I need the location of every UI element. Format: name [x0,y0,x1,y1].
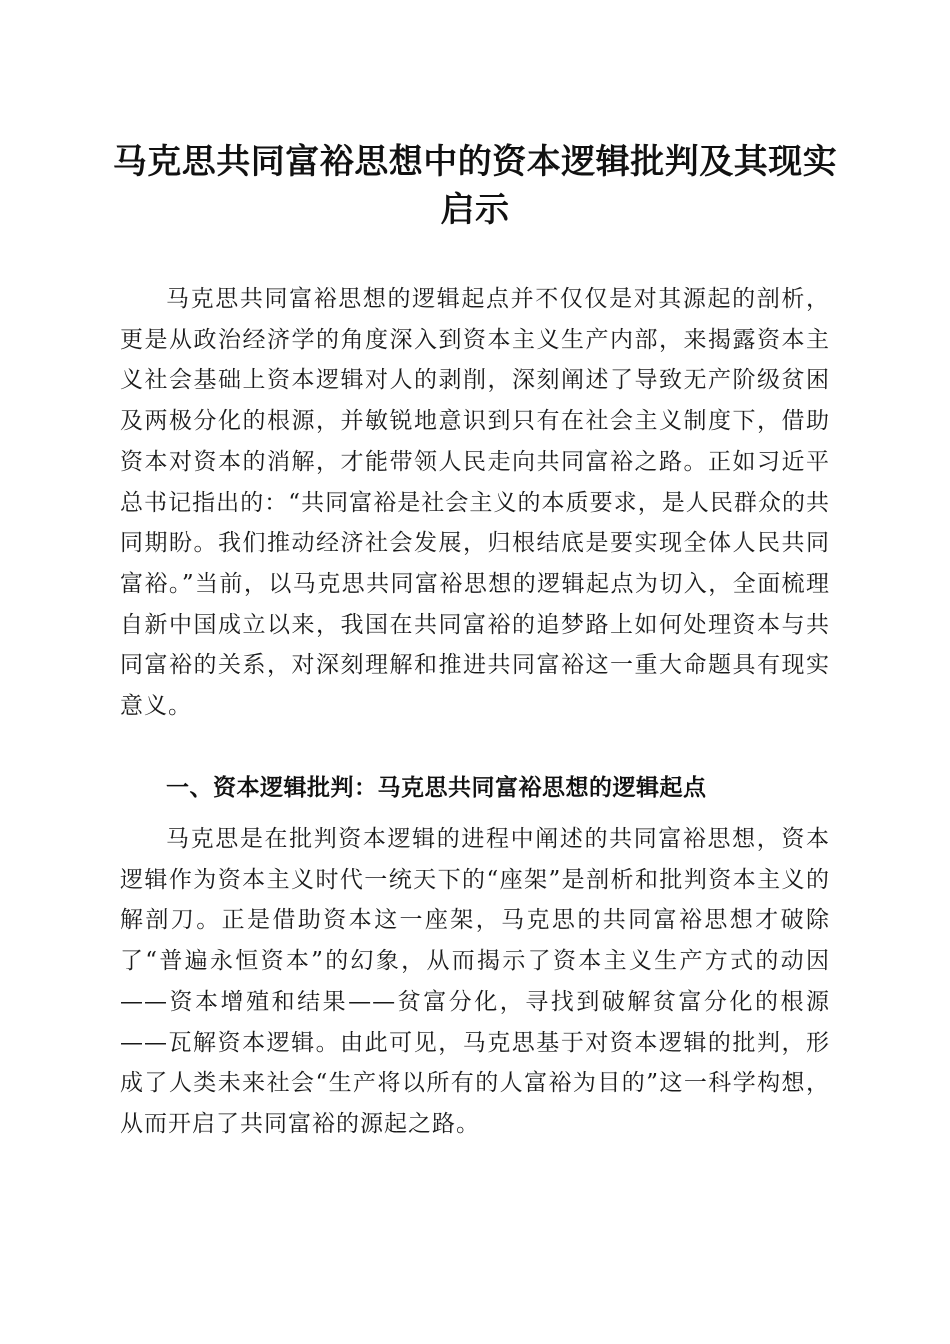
section-paragraph: 马克思是在批判资本逻辑的进程中阐述的共同富裕思想，资本逻辑作为资本主义时代一统天下的“座架”是剖析和批判资本主义的解剖刀。正是借助资本这一座架，马克思的共同富裕思想才破除了“普遍永恒资本”的幻象，从而揭示了资本主义生产方式的动因——资本增殖和结果——贫富分化，寻找到破解贫富分化的根源——瓦解资本逻辑。由此可见，马克思基于对资本逻辑的批判，形成了人类未来社会“生产将以所有的人富裕为目的”这一科学构想，从而开启了共同富裕的源起之路。 [120,826,830,1137]
section-heading: 一、资本逻辑批判：马克思共同富裕思想的逻辑起点 [166,775,707,801]
intro-paragraph: 马克思共同富裕思想的逻辑起点并不仅仅是对其源起的剖析，更是从政治经济学的角度深入到资本主义生产内部，来揭露资本主义社会基础上资本逻辑对人的剥削，深刻阐述了导致无产阶级贫困及两极分化的根源，并敏锐地意识到只有在社会主义制度下，借助资本对资本的消解，才能带领人民走向共同富裕之路。正如习近平总书记指出的：“共同富裕是社会主义的本质要求，是人民群众的共同期盼。我们推动经济社会发展，归根结底是要实现全体人民共同富裕。”当前，以马克思共同富裕思想的逻辑起点为切入，全面梳理自新中国成立以来，我国在共同富裕的追梦路上如何处理资本与共同富裕的关系，对深刻理解和推进共同富裕这一重大命题具有现实意义。 [120,286,830,720]
document-title: 马克思共同富裕思想中的资本逻辑批判及其现实启示 [112,142,838,230]
